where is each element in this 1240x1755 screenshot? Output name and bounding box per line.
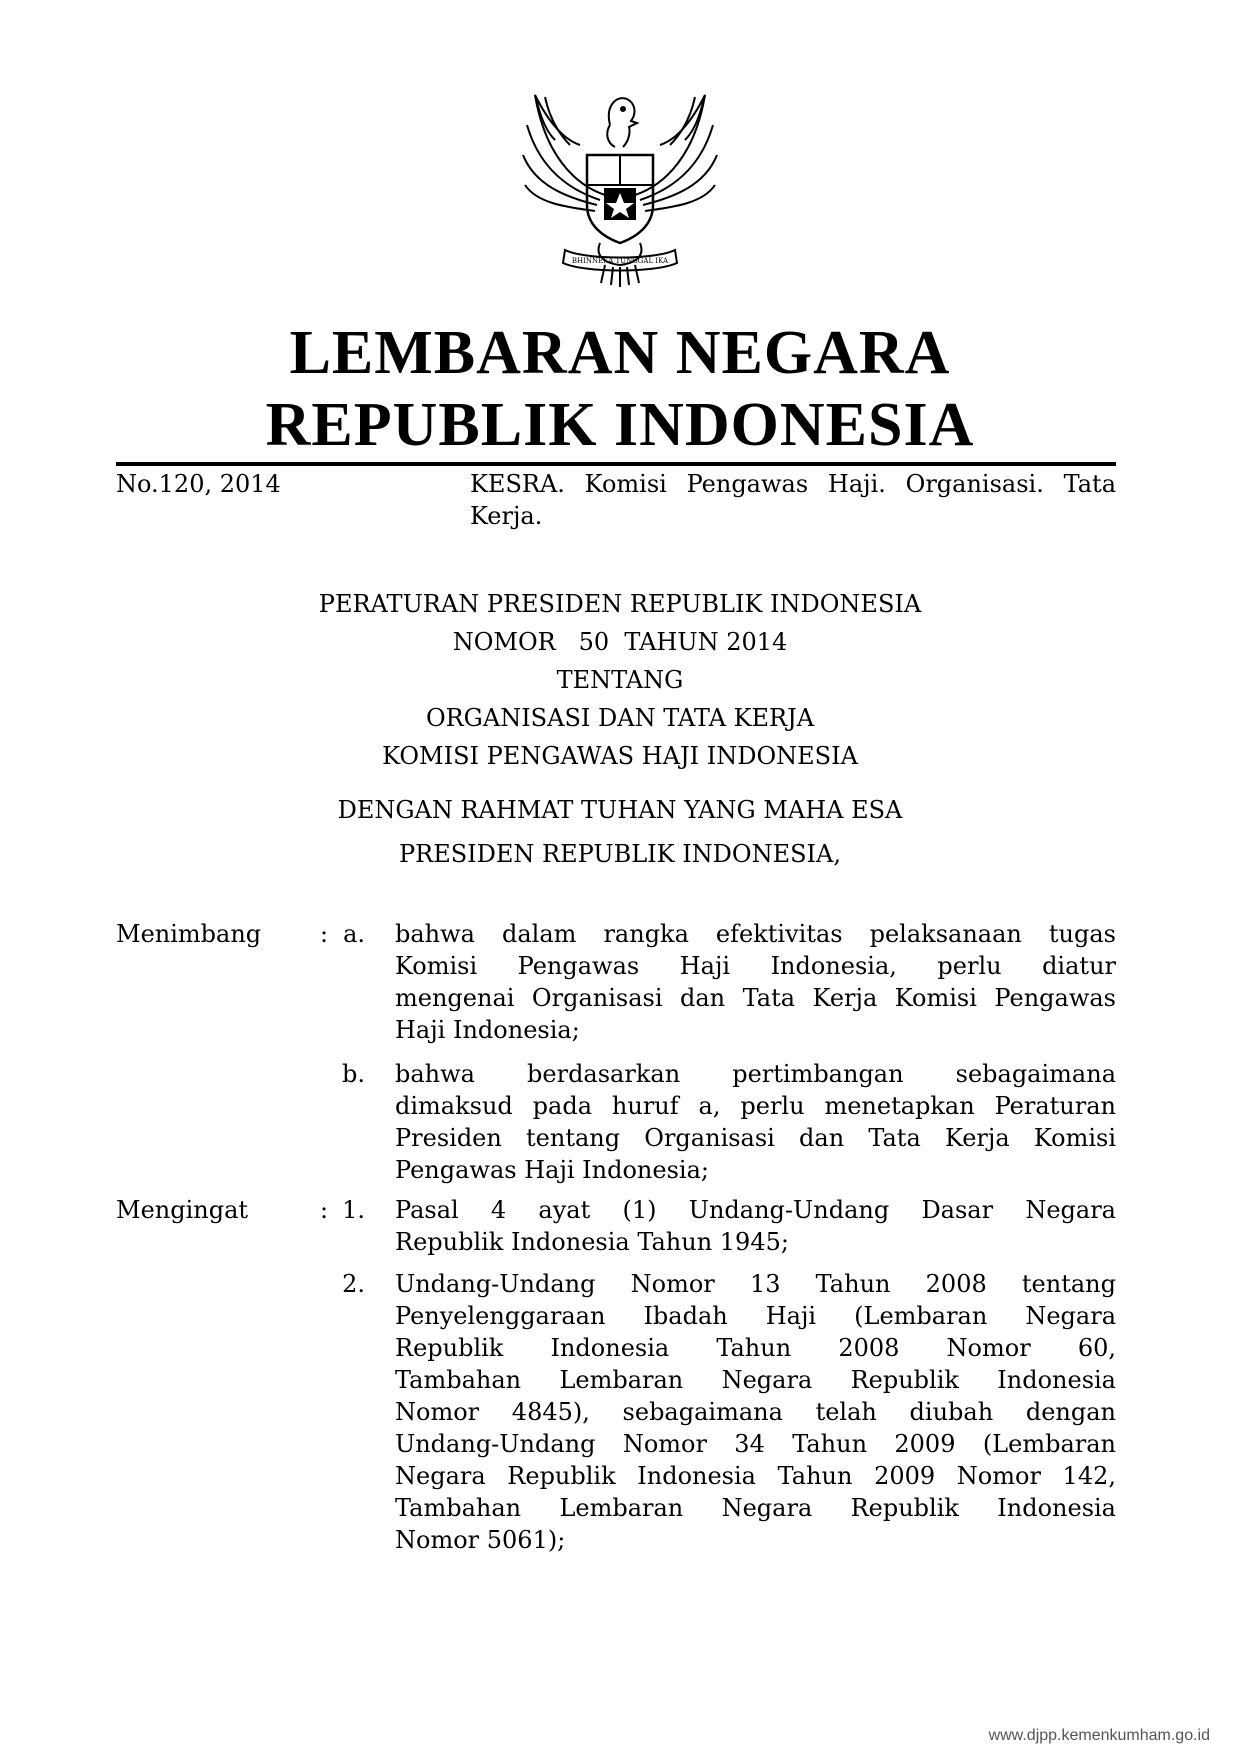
mengingat-item-1 bbox=[395, 1194, 1116, 1258]
item-line: Republik Indonesia Tahun 1945; bbox=[395, 1228, 789, 1256]
menimbang-item-a bbox=[395, 918, 1116, 1046]
item-line: mengenai Organisasi dan Tata Kerja Komisi Pengawas bbox=[395, 984, 1116, 1012]
item-line: Undang-Undang Nomor 13 Tahun 2008 tentang bbox=[395, 1270, 1116, 1298]
item-line: Nomor 5061); bbox=[395, 1526, 566, 1554]
item-marker: 2. bbox=[342, 1270, 365, 1298]
mengingat-item-2 bbox=[395, 1268, 1116, 1556]
item-marker: b. bbox=[342, 1060, 365, 1088]
item-line: Pengawas Haji Indonesia; bbox=[395, 1156, 709, 1184]
item-line: Pasal 4 ayat (1) Undang-Undang Dasar Negara bbox=[395, 1196, 1116, 1224]
item-line: bahwa dalam rangka efektivitas pelaksanaan tugas bbox=[395, 920, 1116, 948]
gazette-subject-line: Kerja. bbox=[470, 502, 543, 530]
section-label-menimbang: Menimbang bbox=[116, 920, 262, 948]
item-line: Republik Indonesia Tahun 2008 Nomor 60, bbox=[395, 1334, 1116, 1362]
gazette-number: No.120, 2014 bbox=[116, 470, 281, 498]
masthead-divider bbox=[116, 462, 1116, 466]
regulation-title: PERATURAN PRESIDEN REPUBLIK INDONESIA bbox=[318, 590, 922, 618]
preamble-line: PRESIDEN REPUBLIK INDONESIA, bbox=[398, 840, 841, 868]
item-line: dimaksud pada huruf a, perlu menetapkan Peraturan bbox=[395, 1092, 1116, 1120]
item-line: Haji Indonesia; bbox=[395, 1016, 580, 1044]
garuda-pancasila-emblem bbox=[505, 85, 735, 295]
regulation-subject-line: KOMISI PENGAWAS HAJI INDONESIA bbox=[382, 742, 858, 770]
item-line: Undang-Undang Nomor 34 Tahun 2009 (Lembaran bbox=[395, 1430, 1116, 1458]
section-colon: : bbox=[320, 1196, 329, 1224]
masthead-line-2: REPUBLIK INDONESIA bbox=[265, 391, 975, 459]
regulation-tentang: TENTANG bbox=[556, 666, 684, 694]
footer-url: www.djpp.kemenkumham.go.id bbox=[988, 1727, 1210, 1744]
regulation-subject-line: ORGANISASI DAN TATA KERJA bbox=[425, 704, 815, 732]
item-line: Komisi Pengawas Haji Indonesia, perlu diatur bbox=[395, 952, 1116, 980]
section-label-mengingat: Mengingat bbox=[116, 1196, 249, 1224]
section-colon: : bbox=[320, 920, 329, 948]
item-line: bahwa berdasarkan pertimbangan sebagaimana bbox=[395, 1060, 1116, 1088]
item-line: Tambahan Lembaran Negara Republik Indonesia bbox=[395, 1494, 1116, 1522]
gazette-subject-line: KESRA. Komisi Pengawas Haji. Organisasi. Tata bbox=[470, 470, 1116, 498]
item-line: Tambahan Lembaran Negara Republik Indonesia bbox=[395, 1366, 1116, 1394]
item-marker: 1. bbox=[342, 1196, 365, 1224]
item-line: Presiden tentang Organisasi dan Tata Kerja Komisi bbox=[395, 1124, 1116, 1152]
item-line: Nomor 4845), sebagaimana telah diubah dengan bbox=[395, 1398, 1116, 1426]
regulation-number: NOMOR 50 TAHUN 2014 bbox=[452, 628, 788, 656]
svg-text:BHINNEKA TUNGGAL IKA: BHINNEKA TUNGGAL IKA bbox=[571, 257, 669, 265]
item-line: Negara Republik Indonesia Tahun 2009 Nomor 142, bbox=[395, 1462, 1116, 1490]
gazette-subject bbox=[470, 468, 1116, 532]
preamble-line: DENGAN RAHMAT TUHAN YANG MAHA ESA bbox=[337, 796, 903, 824]
masthead-line-1: LEMBARAN NEGARA bbox=[289, 319, 951, 387]
item-marker: a. bbox=[343, 920, 365, 948]
menimbang-item-b bbox=[395, 1058, 1116, 1186]
item-line: Penyelenggaraan Ibadah Haji (Lembaran Negara bbox=[395, 1302, 1116, 1330]
